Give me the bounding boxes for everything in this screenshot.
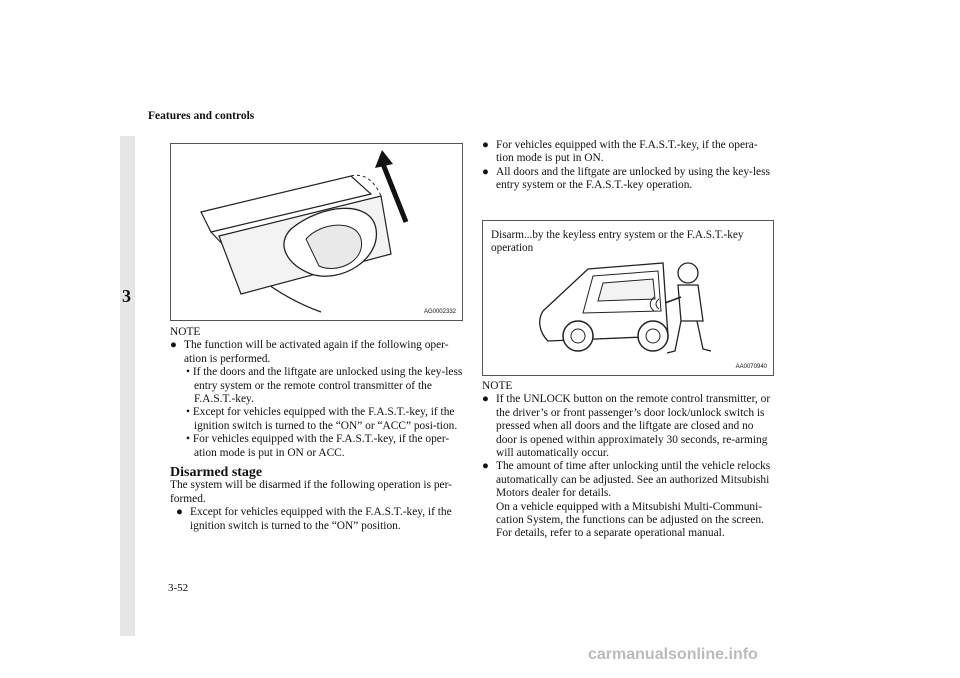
figure-code: AG0002332: [423, 309, 456, 315]
right-bullet-text: All doors and the liftgate are unlocked by using the key-less entry system or the F.A.S.T.-key operation.: [496, 165, 770, 192]
note-subitem: • Except for vehicles equipped with the F.A.S.T.-key, if the ignition switch is turned to the “ON” or “ACC” posi-tion.: [186, 406, 458, 432]
bullet-icon: ●: [482, 165, 489, 178]
figure-keyless-disarm: [482, 220, 774, 376]
figure-code: AA0070940: [735, 364, 767, 370]
bullet-icon: ●: [482, 139, 489, 151]
figure-liftgate-handle: [170, 143, 463, 321]
note-bullet: [482, 393, 772, 460]
car-and-person-illustration: [483, 221, 773, 375]
figure-label: Disarm...by the keyless entry system or the F.A.S.T.-key operation: [491, 229, 744, 254]
bullet-icon: ●: [170, 339, 177, 352]
left-column: [170, 326, 463, 533]
right-column-note: [482, 380, 772, 541]
page-header: Features and controls: [148, 110, 255, 122]
watermark: carmanualsonline.info: [588, 646, 758, 663]
section-bullet-text: Except for vehicles equipped with the F.A.S.T.-key, if the ignition switch is turned to the “ON” position.: [190, 506, 452, 532]
chapter-tab: [120, 136, 135, 636]
page-number: 3-52: [168, 582, 189, 594]
right-bullet: [482, 166, 772, 193]
chapter-number: 3: [122, 286, 131, 306]
note-label: NOTE: [170, 326, 201, 338]
section-text: The system will be disarmed if the following operation is per-formed.: [170, 479, 452, 505]
section-bullet: [176, 506, 463, 533]
note-subitem: • If the doors and the liftgate are unlocked using the key-less entry system or the remote control transmitter of the F.A.S.T.-key.: [186, 366, 463, 406]
note-bullet-text: If the UNLOCK button on the remote control transmitter, or the driver’s or front passenger’s door lock/unlock switch is pressed when all doors and the liftgate are closed and no door is opened within approximately 30 seconds, re-arming will automatically occur.: [496, 393, 771, 460]
note-subitem: • For vehicles equipped with the F.A.S.T.-key, if the oper-ation mode is put in ON or ACC.: [186, 433, 450, 459]
liftgate-handle-illustration: [171, 144, 462, 320]
note-bullet: [482, 460, 772, 500]
section-heading: Disarmed stage: [170, 465, 263, 481]
bullet-icon: ●: [176, 506, 183, 519]
note-continuation: On a vehicle equipped with a Mitsubishi Multi-Communi-cation System, the functions can be adjusted on the screen. For details, refer to a separate operational manual.: [496, 500, 764, 540]
right-bullet-text: For vehicles equipped with the F.A.S.T.-key, if the opera-tion mode is put in ON.: [496, 139, 758, 165]
right-column-top: [482, 139, 772, 193]
right-bullet: [482, 139, 772, 166]
note-label: NOTE: [482, 380, 513, 392]
bullet-icon: ●: [482, 393, 489, 406]
bullet-icon: ●: [482, 460, 489, 473]
note-bullet-text: The function will be activated again if the following oper-ation is performed.: [184, 339, 449, 365]
note-bullet: [170, 339, 463, 366]
note-bullet-text: The amount of time after unlocking until the vehicle relocks automatically can be adjusted. See an authorized Mitsubishi Motors dealer for details.: [496, 460, 771, 500]
